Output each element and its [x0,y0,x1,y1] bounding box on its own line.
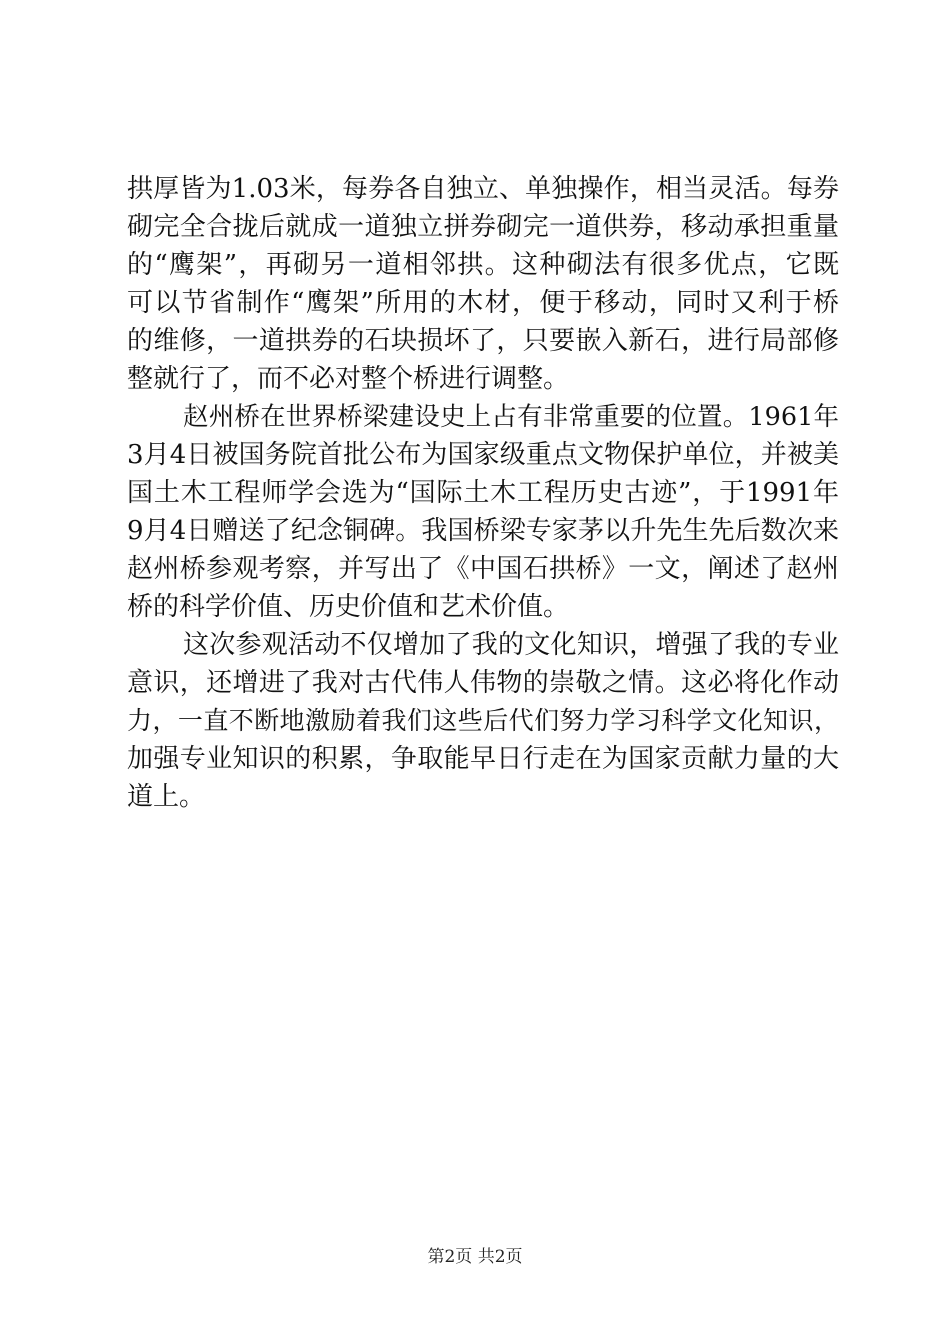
text-line: 砌完全合拢后就成一道独立拼券砌完一道供券，移动承担重量 [127,212,839,242]
text-line: 可以节省制作“鹰架”所用的木材，便于移动，同时又利于桥 [127,288,839,318]
text-line: 桥的科学价值、历史价值和艺术价值。 [127,592,570,622]
paragraph-first-line: 这次参观活动不仅增加了我的文化知识，增强了我的专业 [183,630,839,660]
text-line: 3月4日被国务院首批公布为国家级重点文物保护单位，并被美 [127,440,839,470]
document-body [127,170,839,816]
text-line: 意识，还增进了我对古代伟人伟物的崇敬之情。这必将化作动 [127,668,839,698]
text-line: 加强专业知识的积累，争取能早日行走在为国家贡献力量的大 [127,744,839,774]
page-number-footer: 第2页 共2页 [427,1247,523,1267]
text-line: 整就行了，而不必对整个桥进行调整。 [127,364,570,394]
text-line: 拱厚皆为1.03米，每券各自独立、单独操作，相当灵活。每券 [127,174,839,204]
text-line: 力，一直不断地激励着我们这些后代们努力学习科学文化知识， [127,706,839,735]
text-line: 国土木工程师学会选为“国际土木工程历史古迹”，于1991年 [127,478,839,508]
text-line: 的“鹰架”，再砌另一道相邻拱。这种砌法有很多优点，它既 [127,250,839,280]
text-line: 道上。 [127,782,206,812]
paragraph-first-line: 赵州桥在世界桥梁建设史上占有非常重要的位置。1961年 [183,402,839,432]
text-line: 9月4日赠送了纪念铜碑。我国桥梁专家茅以升先生先后数次来 [127,516,839,546]
text-line: 赵州桥参观考察，并写出了《中国石拱桥》一文，阐述了赵州 [127,554,839,584]
text-line: 的维修，一道拱券的石块损坏了，只要嵌入新石，进行局部修 [127,326,839,356]
